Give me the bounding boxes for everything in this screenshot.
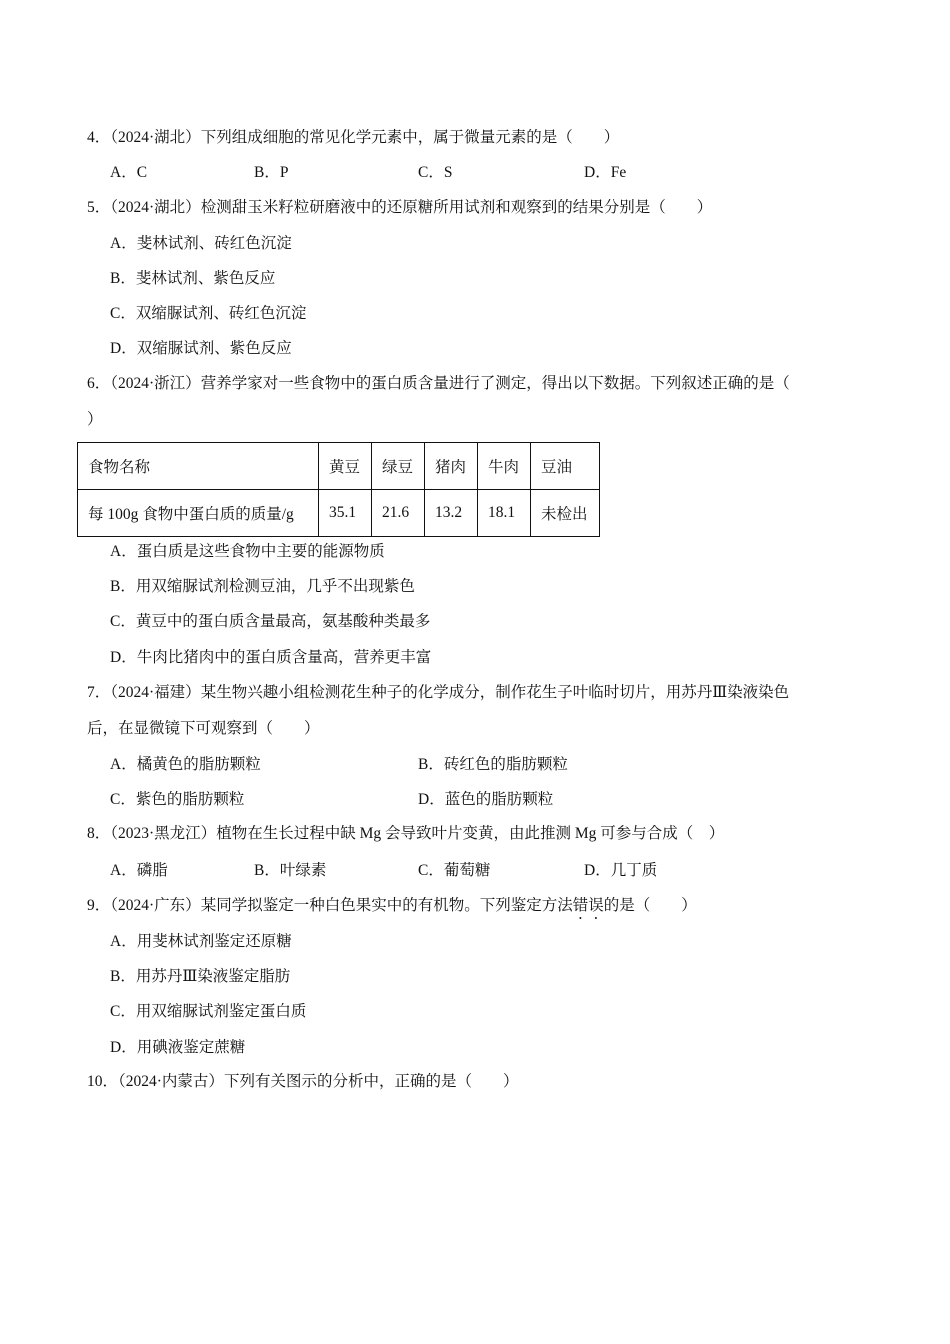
question-source: （2024·内蒙古）	[118, 1073, 224, 1090]
option-c: C．双缩脲试剂、砖红色沉淀	[110, 305, 307, 322]
table-cell: 黄豆	[319, 443, 372, 490]
question-text: 植物在生长过程中缺 Mg 会导致叶片变黄，由此推测 Mg 可参与合成（ ）	[216, 825, 725, 842]
question-9-stem	[87, 896, 697, 923]
option-b: B．P	[254, 164, 289, 181]
protein-table	[77, 442, 600, 537]
question-text-end: 的是（ ）	[603, 897, 697, 914]
table-header-row	[78, 443, 600, 490]
question-text: 下列有关图示的分析中，正确的是（ ）	[223, 1073, 519, 1090]
question-7-stem-cont: 后，在显微镜下可观察到（ ）	[87, 720, 320, 737]
table-cell: 21.6	[372, 490, 425, 537]
table-cell: 18.1	[478, 490, 531, 537]
question-number: 7．	[87, 684, 111, 701]
table-cell: 猪肉	[425, 443, 478, 490]
question-text: 某同学拟鉴定一种白色果实中的有机物。下列鉴定方法	[200, 897, 573, 914]
question-source: （2024·福建）	[110, 684, 201, 701]
option-d: D．双缩脲试剂、紫色反应	[110, 340, 292, 357]
option-d: D．蓝色的脂肪颗粒	[418, 791, 554, 808]
option-a: A．C	[110, 164, 148, 181]
option-d: D．Fe	[584, 164, 627, 181]
option-d: D．用碘液鉴定蔗糖	[110, 1039, 246, 1056]
question-text: 检测甜玉米籽粒研磨液中的还原糖所用试剂和观察到的结果分别是（ ）	[200, 199, 713, 216]
option-d: D．牛肉比猪肉中的蛋白质含量高，营养更丰富	[110, 649, 432, 666]
option-c: C．紫色的脂肪颗粒	[110, 791, 245, 808]
table-cell: 食物名称	[78, 443, 319, 490]
option-b: B．用双缩脲试剂检测豆油，几乎不出现紫色	[110, 578, 415, 595]
question-4-stem	[87, 128, 619, 148]
question-number: 8．	[87, 825, 111, 842]
option-b: B．斐林试剂、紫色反应	[110, 270, 276, 287]
option-b: B．叶绿素	[254, 862, 327, 879]
option-a: A．斐林试剂、砖红色沉淀	[110, 235, 292, 252]
option-a: A．蛋白质是这些食物中主要的能源物质	[110, 543, 385, 560]
option-c: C．S	[418, 164, 453, 181]
option-a: A．磷脂	[110, 862, 168, 879]
question-6-stem	[87, 374, 790, 394]
table-cell: 35.1	[319, 490, 372, 537]
question-source: （2023·黑龙江）	[110, 825, 217, 842]
table-cell: 绿豆	[372, 443, 425, 490]
option-a: A．用斐林试剂鉴定还原糖	[110, 933, 292, 950]
question-source: （2024·湖北）	[110, 199, 201, 216]
question-source: （2024·浙江）	[110, 375, 201, 392]
table-cell: 未检出	[531, 490, 600, 537]
table-cell: 牛肉	[478, 443, 531, 490]
table-cell: 豆油	[531, 443, 600, 490]
table-cell: 13.2	[425, 490, 478, 537]
emphasized-word: 错误	[572, 897, 604, 914]
option-a: A．橘黄色的脂肪颗粒	[110, 756, 261, 773]
question-text: 营养学家对一些食物中的蛋白质含量进行了测定，得出以下数据。下列叙述正确的是（	[200, 375, 790, 392]
question-7-stem	[87, 683, 789, 703]
question-text: 某生物兴趣小组检测花生种子的化学成分，制作花生子叶临时切片，用苏丹Ⅲ染液染色	[200, 684, 790, 701]
question-number: 6．	[87, 375, 111, 392]
question-10-stem	[87, 1072, 518, 1092]
question-number: 10．	[87, 1073, 119, 1090]
question-6-stem-cont: ）	[87, 411, 103, 428]
question-number: 4．	[87, 129, 111, 146]
option-b: B．砖红色的脂肪颗粒	[418, 756, 568, 773]
option-c: C．用双缩脲试剂鉴定蛋白质	[110, 1003, 307, 1020]
question-number: 9．	[87, 897, 111, 914]
option-c: C．黄豆中的蛋白质含量最高，氨基酸种类最多	[110, 613, 431, 630]
question-8-stem	[87, 824, 724, 844]
option-b: B．用苏丹Ⅲ染液鉴定脂肪	[110, 968, 291, 985]
option-c: C．葡萄糖	[418, 862, 491, 879]
option-d: D．几丁质	[584, 862, 658, 879]
table-row	[78, 490, 600, 537]
question-number: 5．	[87, 199, 111, 216]
table-cell: 每 100g 食物中蛋白质的质量/g	[78, 490, 319, 537]
question-source: （2024·广东）	[110, 897, 201, 914]
question-5-stem	[87, 198, 712, 218]
question-source: （2024·湖北）	[110, 129, 201, 146]
question-text: 下列组成细胞的常见化学元素中，属于微量元素的是（ ）	[200, 129, 620, 146]
